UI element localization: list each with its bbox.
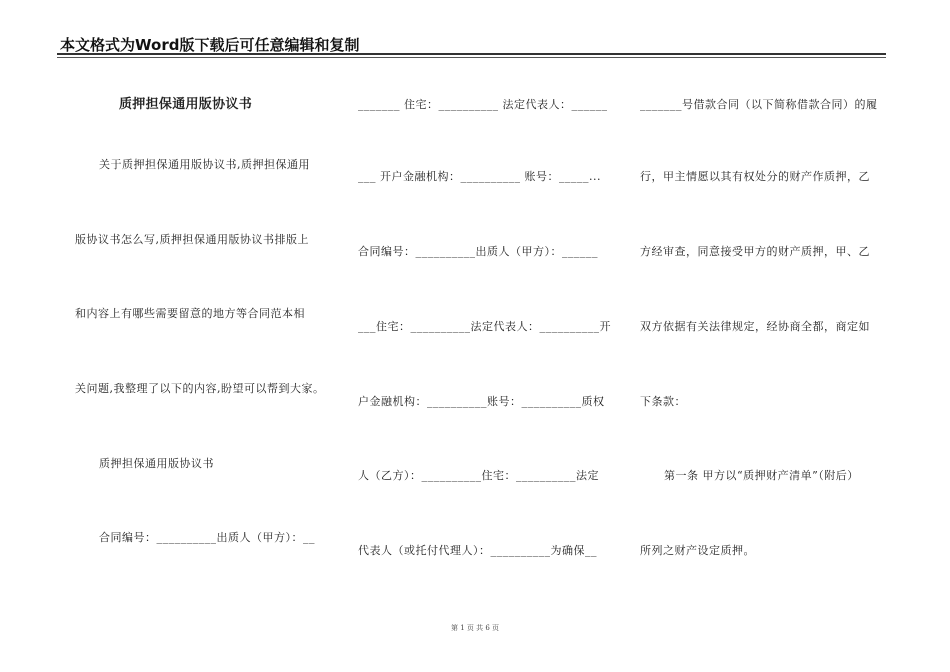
text-line: 和内容上有哪些需要留意的地方等合同范本相: [75, 307, 305, 320]
text-line: 双方依据有关法律规定，经协商全都，商定如: [640, 320, 870, 333]
text-line: _______ 住宅：__________ 法定代表人：______: [358, 98, 608, 111]
section-heading: 质押担保通用版协议书: [99, 457, 214, 470]
text-line: _______号借款合同（以下简称借款合同）的履: [640, 98, 878, 111]
text-line: 行，甲主情愿以其有权处分的财产作质押，乙: [640, 170, 870, 183]
text-line: 下条款：: [640, 395, 686, 408]
text-line: ___住宅：__________法定代表人：__________开: [358, 320, 611, 333]
header-rule-thin: [57, 57, 886, 58]
document-header: 本文格式为Word版下载后可任意编辑和复制: [60, 36, 360, 54]
text-line: 关问题,我整理了以下的内容,盼望可以帮到大家。: [75, 382, 325, 395]
text-line: 合同编号：__________出质人（甲方）：______: [358, 245, 598, 258]
text-line: ___ 开户金融机构：__________ 账号：_____...: [358, 170, 601, 183]
header-rule-thick: [57, 53, 886, 55]
text-line: 合同编号：__________出质人（甲方）：__: [99, 531, 315, 544]
text-line: 人（乙方）：__________住宅：__________法定: [358, 469, 599, 482]
text-line: 关于质押担保通用版协议书,质押担保通用: [99, 158, 310, 171]
text-line: 所列之财产设定质押。: [640, 544, 755, 557]
page-number: 第 1 页 共 6 页: [450, 624, 500, 632]
text-line: 代表人（或托付代理人）：__________为确保__: [358, 544, 597, 557]
text-line: 第一条 甲方以“质押财产清单”（附后）: [664, 469, 859, 482]
text-line: 版协议书怎么写,质押担保通用版协议书排版上: [75, 233, 309, 246]
text-line: 户金融机构：__________账号：__________质权: [358, 395, 605, 408]
doc-title: 质押担保通用版协议书: [119, 97, 253, 112]
text-line: 方经审查，同意接受甲方的财产质押，甲、乙: [640, 245, 870, 258]
